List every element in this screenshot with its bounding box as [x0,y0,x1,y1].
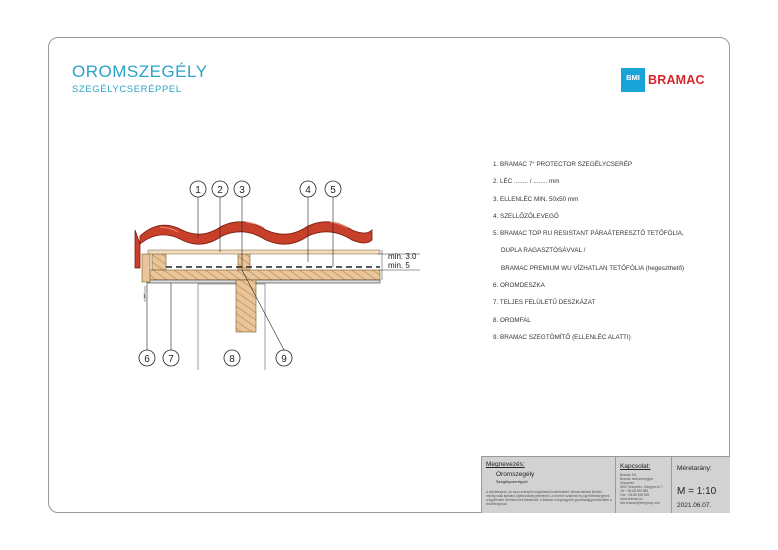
svg-text:4: 4 [305,185,311,196]
svg-text:3: 3 [239,185,245,196]
title-block [481,456,730,513]
name-label: Megnevezés: [486,461,525,468]
scale-label: Méretarány: [677,465,712,472]
page-title: OROMSZEGÉLY [72,62,208,81]
svg-text:8: 8 [229,354,235,365]
contact-line: info.bramac@bmigroup.com [620,501,661,505]
legend-item: DUPLA RAGASZTÓSÁVVAL / [501,247,586,255]
counter-batten [148,270,380,280]
legend-item: BRAMAC PREMIUM WU VÍZHATLAN TETŐFÓLIA (hegeszthető) [501,264,685,272]
svg-text:7: 7 [168,354,174,365]
callout-1 [190,181,206,238]
legend-item: 6. OROMDESZKA [493,282,545,290]
legend-item: 2. LÉC ........ / ........ mm [493,178,560,186]
legend-item: 8. OROMFAL [493,316,531,324]
contact-line: www.bramac.hu [620,497,643,501]
name-sub: Szegélycseréppel [496,479,528,484]
contact-line: Bramac tetőcserépgyár [620,477,653,481]
contact-line: Fax: +36 88 590 899 [620,493,650,497]
legend-list [493,160,684,350]
contact-label: Kapcsolat: [620,463,651,470]
verge-detail-drawing [120,170,417,380]
contact-line: Tel: +36 88 590 888 [620,489,649,493]
dimension-label: 1 [143,294,146,300]
name-value: Oromszegély [496,471,535,478]
svg-text:9: 9 [281,354,287,365]
svg-text:1: 1 [195,185,201,196]
title-block-name [482,457,616,513]
scale-value: M = 1:10 [677,486,717,497]
legend-item: 3. ELLENLÉC MIN. 50x50 mm [493,195,579,203]
bmi-logo-mark: BMI [621,68,645,92]
dimension-label: min. 5 [388,261,410,270]
callout-8 [224,350,240,366]
legend-item: 4. SZELLŐZŐLEVEGŐ [493,212,559,220]
svg-text:5: 5 [330,185,336,196]
batten [152,254,166,270]
legend-item: 5. BRAMAC TOP RU RESISTANT PÁRAÁTERESZTŐ TETŐFÓLIA, [493,230,684,238]
dimension-label: min. 3.0 [388,252,417,261]
svg-text:6: 6 [144,354,150,365]
callout-2 [212,181,228,252]
title-block-contact [616,457,672,513]
contact-line: Veszprém [620,481,635,485]
legend-item: 1. BRAMAC 7° PROTECTOR SZEGÉLYCSERÉP [493,161,633,168]
page-subtitle: SZEGÉLYCSERÉPPEL [72,84,182,95]
date-value: 2021.06.07. [677,502,712,509]
disclaimer: A részletrajzok, az azon szereplő megoldások ismertetését, felhasználását illetően mindig csak ajánlást, tájékoztatást jelentenek, a tervező szakmai és jogi felelősségének a figyelembe vételével kell kialakítani. A Bramac a legnagyobb gondossággal készítette a részletrajzokat. [486,490,612,506]
callout-6 [139,282,155,366]
full-decking [148,280,380,283]
title-block-scale [672,457,731,513]
counter-batten [148,250,380,254]
svg-text:2: 2 [217,185,223,196]
contact-line: 8200 Veszprém, Házgyári út 7. [620,485,664,489]
verge-board [142,254,150,282]
legend-item: 9. BRAMAC SZEGTÖMÍTŐ (ELLENLÉC ALATTI) [493,333,631,341]
legend-item: 7. TELJES FELÜLETŰ DESZKÁZAT [493,299,596,307]
rafter [236,280,256,332]
callout-7 [163,283,179,366]
contact-line: Bramac Kft. [620,473,637,477]
bramac-logo [621,68,705,92]
bramac-wordmark: BRAMAC [648,73,705,87]
